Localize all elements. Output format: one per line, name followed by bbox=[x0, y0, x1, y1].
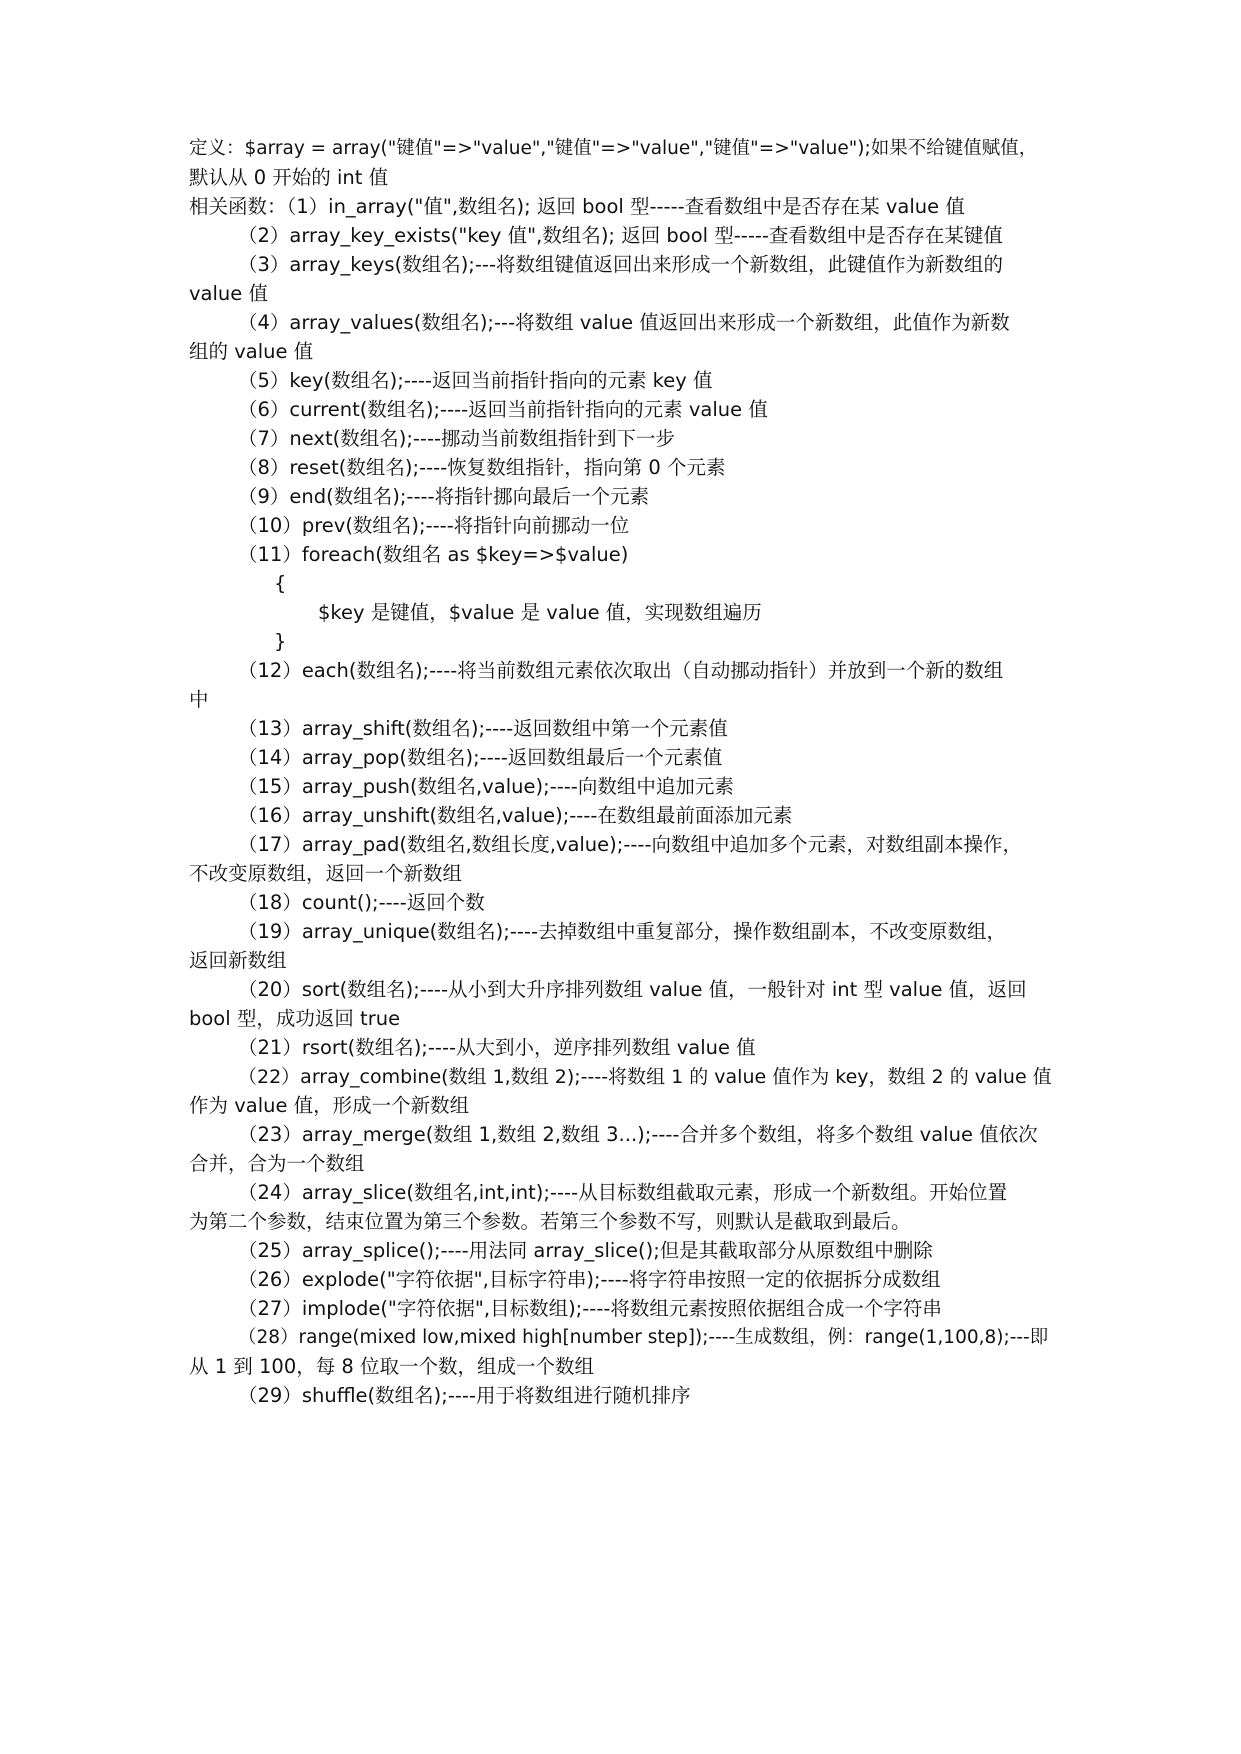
text-line: 相关函数：（1）in_array("值",数组名); 返回 bool 型-----查看数组中是否存在某 value 值 bbox=[189, 195, 965, 218]
text-line: （16）array_unshift(数组名,value);----在数组最前面添加元素 bbox=[238, 804, 793, 827]
text-line: （22）array_combine(数组 1,数组 2);----将数组 1 的 value 值作为 key，数组 2 的 value 值 bbox=[238, 1066, 1052, 1088]
text-line: 中 bbox=[189, 688, 209, 711]
code-brace: } bbox=[274, 630, 287, 653]
text-line: （19）array_unique(数组名);----去掉数组中重复部分，操作数组副本，不改变原数组， bbox=[238, 920, 1006, 943]
text-line: 不改变原数组，返回一个新数组 bbox=[189, 862, 463, 885]
code-brace: { bbox=[274, 572, 287, 595]
text-line: （20）sort(数组名);----从小到大升序排列数组 value 值，一般针对 int 型 value 值，返回 bbox=[238, 978, 1027, 1001]
text-line: （27）implode("字符依据",目标数组);----将数组元素按照依据组合成一个字符串 bbox=[238, 1297, 942, 1320]
text-line: 返回新数组 bbox=[189, 949, 287, 972]
text-line: 合并，合为一个数组 bbox=[189, 1152, 365, 1175]
text-line: 从 1 到 100，每 8 位取一个数，组成一个数组 bbox=[189, 1355, 595, 1378]
text-line: value 值 bbox=[189, 282, 268, 305]
text-line: （29）shuffle(数组名);----用于将数组进行随机排序 bbox=[238, 1384, 691, 1407]
text-line: （6）current(数组名);----返回当前指针指向的元素 value 值 bbox=[238, 398, 768, 421]
text-line: bool 型，成功返回 true bbox=[189, 1007, 401, 1030]
text-line: （14）array_pop(数组名);----返回数组最后一个元素值 bbox=[238, 746, 723, 769]
text-line: 组的 value 值 bbox=[189, 340, 314, 363]
text-line: （21）rsort(数组名);----从大到小，逆序排列数组 value 值 bbox=[238, 1036, 756, 1059]
text-line: （4）array_values(数组名);---将数组 value 值返回出来形成一个新数组，此值作为新数 bbox=[238, 311, 1010, 334]
text-line: （7）next(数组名);----挪动当前数组指针到下一步 bbox=[238, 427, 676, 450]
text-line: （26）explode("字符依据",目标字符串);----将字符串按照一定的依据拆分成数组 bbox=[238, 1268, 941, 1291]
text-line: （13）array_shift(数组名);----返回数组中第一个元素值 bbox=[238, 717, 728, 740]
text-line: （18）count();----返回个数 bbox=[238, 891, 485, 914]
text-line: $key 是键值，$value 是 value 值，实现数组遍历 bbox=[318, 601, 762, 624]
text-line: （10）prev(数组名);----将指针向前挪动一位 bbox=[238, 514, 630, 537]
text-line: 为第二个参数，结束位置为第三个参数。若第三个参数不写，则默认是截取到最后。 bbox=[189, 1210, 911, 1233]
text-line: 默认从 0 开始的 int 值 bbox=[189, 166, 389, 189]
text-line: （28）range(mixed low,mixed high[number step]);----生成数组，例：range(1,100,8);---即 bbox=[238, 1327, 1049, 1348]
text-line: （2）array_key_exists("key 值",数组名); 返回 bool 型-----查看数组中是否存在某键值 bbox=[238, 224, 1003, 247]
text-line: （9）end(数组名);----将指针挪向最后一个元素 bbox=[238, 485, 650, 508]
text-line: （25）array_splice();----用法同 array_slice();但是其截取部分从原数组中删除 bbox=[238, 1239, 933, 1262]
text-line: （3）array_keys(数组名);---将数组键值返回出来形成一个新数组，此键值作为新数组的 bbox=[238, 253, 1003, 276]
text-line: 定义：$array = array("键值"=>"value","键值"=>"value","键值"=>"value");如果不给键值赋值， bbox=[189, 138, 1038, 159]
text-line: （8）reset(数组名);----恢复数组指针，指向第 0 个元素 bbox=[238, 456, 726, 479]
text-line: （11）foreach(数组名 as $key=>$value) bbox=[238, 543, 629, 566]
text-line: 作为 value 值，形成一个新数组 bbox=[189, 1094, 470, 1117]
text-line: （24）array_slice(数组名,int,int);----从目标数组截取元素，形成一个新数组。开始位置 bbox=[238, 1181, 1008, 1204]
text-line: （17）array_pad(数组名,数组长度,value);----向数组中追加多个元素，对数组副本操作， bbox=[238, 833, 1022, 856]
text-line: （5）key(数组名);----返回当前指针指向的元素 key 值 bbox=[238, 369, 713, 392]
text-line: （12）each(数组名);----将当前数组元素依次取出（自动挪动指针）并放到一个新的数组 bbox=[238, 659, 1004, 682]
text-line: （23）array_merge(数组 1,数组 2,数组 3...);----合并多个数组，将多个数组 value 值依次 bbox=[238, 1123, 1038, 1146]
text-line: （15）array_push(数组名,value);----向数组中追加元素 bbox=[238, 775, 734, 798]
